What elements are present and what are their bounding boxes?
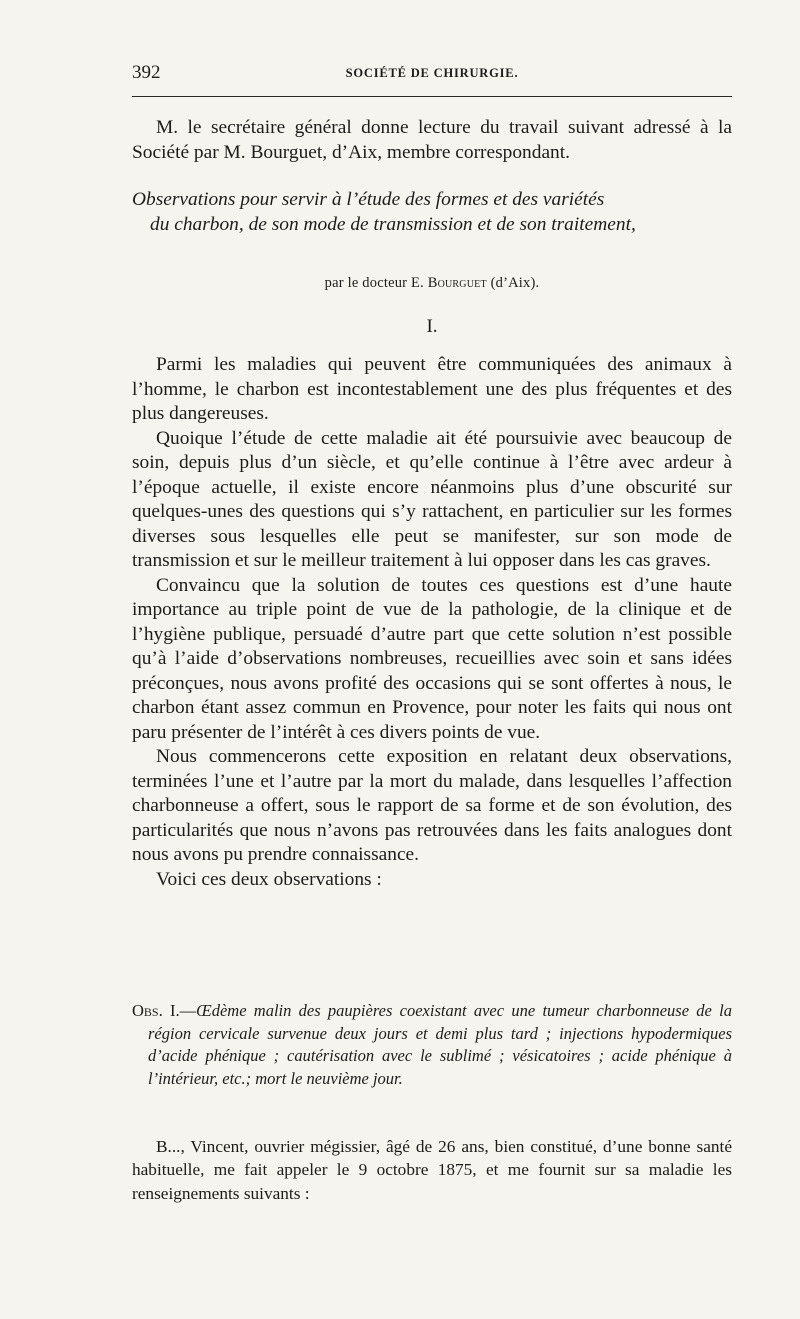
byline-author: Bourguet bbox=[427, 275, 487, 291]
article-title bbox=[132, 188, 732, 237]
running-title: SOCIÉTÉ DE CHIRURGIE. bbox=[345, 66, 519, 80]
case-paragraph: B..., Vincent, ouvrier mégissier, âgé de 26 ans, bien constitué, d’une bonne santé habituelle, me fait appeler le 9 octobre 1875, et me fournit sur sa maladie les renseignements suivants : bbox=[132, 1137, 732, 1203]
header-rule bbox=[132, 96, 732, 97]
paragraph-5: Voici ces deux observations : bbox=[156, 868, 382, 890]
paragraph-3: Convaincu que la solution de toutes ces questions est d’une haute importance au triple point de vue de la pathologie, de la clinique et de l’hygiène publique, persuadé d’autre part que cette solution n’est possible qu’à l’aide d’observations nombreuses, recueillies avec soin et sans idées préconçues, nous avons profité des occasions qui se sont offertes à nous, le charbon étant assez commun en Provence, pour noter les faits qui nous ont paru présenter de l’intérêt à ces divers points de vue. bbox=[132, 574, 732, 743]
byline-prefix: par le docteur E. bbox=[324, 275, 424, 291]
section-number: I. bbox=[426, 316, 438, 337]
byline bbox=[132, 275, 732, 292]
observation-heading bbox=[132, 1000, 732, 1090]
paragraph-4: Nous commencerons cette exposition en relatant deux observations, terminées l’une et l’autre par la mort du malade, dans lesquelles l’affection charbonneuse a offert, sous le rapport de sa forme et de son évolution, des particularités que nous n’avons pas retrouvées dans les faits analogues dont nous avons pu prendre connaissance. bbox=[132, 746, 732, 865]
paragraph-1: Parmi les maladies qui peuvent être communiquées des animaux à l’homme, le charbon est incontestablement une des plus fréquentes et des plus dangereuses. bbox=[132, 354, 732, 424]
intro-paragraph: M. le secrétaire général donne lecture du travail suivant adressé à la Société par M. Bourguet, d’Aix, membre correspondant. bbox=[132, 117, 732, 163]
article-title-line1: Observations pour servir à l’étude des formes et des variétés bbox=[132, 189, 605, 210]
paragraph-2: Quoique l’étude de cette maladie ait été poursuivie avec beaucoup de soin, depuis plus d’un siècle, et qu’elle continue à l’être avec ardeur à l’époque actuelle, il existe encore néanmoins plus d’une obscurité sur quelques-unes des questions qui s’y rattachent, en particulier sur les formes diverses sous lesquelles elle peut se manifester, sur son mode de transmission et sur le meilleur traitement à lui opposer dans les cas graves. bbox=[132, 427, 732, 571]
observation-label: Obs. I.— bbox=[132, 1001, 197, 1020]
running-head bbox=[132, 58, 732, 88]
article-title-rest: du charbon, de son mode de transmission et de son traitement, bbox=[150, 213, 636, 235]
byline-suffix: (d’Aix). bbox=[490, 275, 540, 291]
page-number: 392 bbox=[132, 62, 161, 83]
observation-title: Œdème malin des paupières coexistant avec une tumeur charbonneuse de la région cervicale survenue deux jours et demi plus tard ; injections hypodermiques d’acide phénique ; cautérisation avec le sublimé ; vésicatoires ; acide phénique à l’intérieur, etc.; mort le neuvième jour. bbox=[148, 1001, 732, 1088]
main-text bbox=[132, 353, 732, 892]
